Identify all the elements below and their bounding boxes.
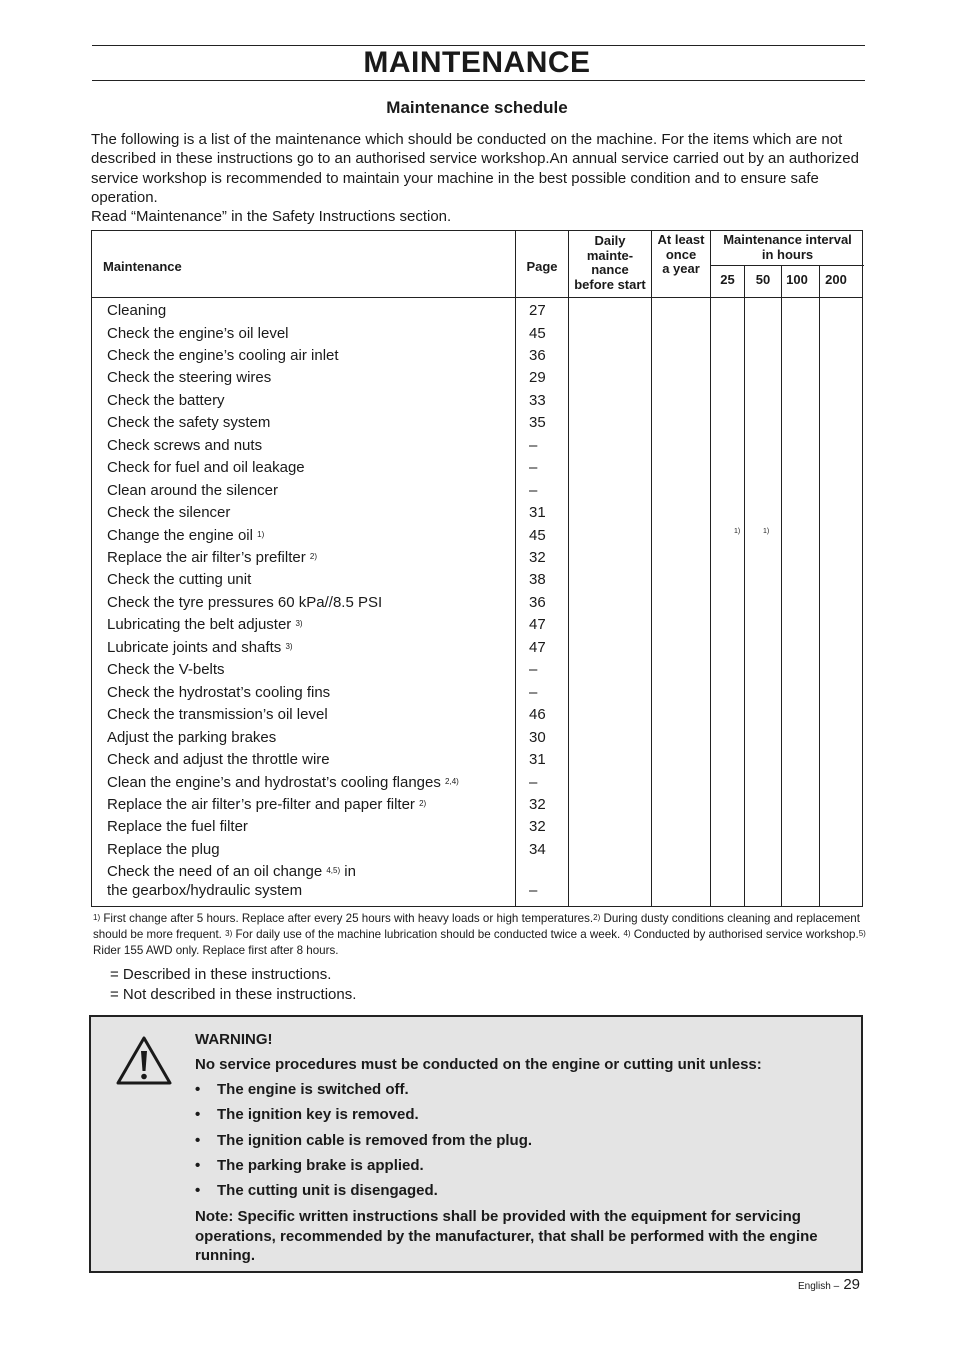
table-row-page: – <box>529 481 538 499</box>
table-row-page: 29 <box>529 369 546 387</box>
row-label: Check the V-belts <box>107 661 225 679</box>
table-row-name <box>107 639 293 657</box>
warning-note: Note: Specific written instructions shall be provided with the equipment for servicing operations, recommended by the manufacturer, that shall be performed with the engine running. <box>195 1208 818 1264</box>
table-row-page: – <box>529 661 538 679</box>
header-interval-line: in hours <box>761 246 814 262</box>
header-yearly <box>652 233 710 277</box>
col-divider-daily <box>568 231 569 906</box>
table-row-page: 45 <box>529 324 546 342</box>
row-label: Clean around the silencer <box>107 481 278 499</box>
footnotes <box>93 911 868 959</box>
header-yearly-line: At least <box>657 232 705 247</box>
page-footer <box>798 1276 860 1293</box>
legend-described: = Described in these instructions. <box>110 966 332 983</box>
footnote-ref: 1) <box>257 529 265 539</box>
header-yearly-line: a year <box>662 261 700 277</box>
warning-bullet-item <box>195 1132 532 1149</box>
footnote-text: Conducted by authorised service workshop. <box>630 928 859 941</box>
row-label: Replace the air filter’s pre-filter and paper filter <box>107 795 415 813</box>
table-row-page: 27 <box>529 302 546 319</box>
footnote-text: For daily use of the machine lubrication should be conducted twice a week. <box>232 928 624 941</box>
table-row-name <box>107 594 382 612</box>
table-row-page: 47 <box>529 616 546 634</box>
warning-triangle-icon <box>115 1035 173 1087</box>
intro-read-note: Read “Maintenance” in the Safety Instructions section. <box>91 208 452 226</box>
header-25h: 25 <box>720 272 735 287</box>
header-daily-line: Daily <box>594 233 626 248</box>
row-label: Replace the air filter’s prefilter <box>107 548 306 566</box>
footnote-ref: 3) <box>295 619 303 629</box>
footnote-ref: 2) <box>419 798 427 808</box>
row-label: Replace the fuel filter <box>107 818 248 836</box>
table-row-page: 36 <box>529 346 546 364</box>
table-row-name <box>107 684 330 702</box>
table-row-page: – <box>529 773 538 791</box>
row-label: Check the safety system <box>107 414 271 432</box>
footnote-text: During dusty conditions cleaning and replacement should be more frequent. <box>93 912 860 941</box>
col-divider-interval <box>710 231 711 906</box>
bullet-dot-icon: • <box>195 1081 201 1098</box>
table-row-page: 47 <box>529 638 546 656</box>
warning-bullet-text: The cutting unit is disengaged. <box>217 1182 438 1199</box>
header-interval <box>711 233 864 262</box>
header-daily <box>569 234 651 292</box>
table-row-name <box>107 774 459 792</box>
footnote-ref: 4,5) <box>326 866 341 875</box>
col-divider-year <box>651 231 652 906</box>
table-row-name <box>107 527 264 545</box>
row-label: Change the engine oil <box>107 526 253 544</box>
header-200h: 200 <box>825 272 847 287</box>
table-row-name: the gearbox/hydraulic system <box>107 882 303 899</box>
header-daily-line: nance <box>591 262 629 278</box>
footnote-ref: 2,4) <box>445 776 459 786</box>
table-row-name <box>107 325 289 343</box>
table-row-page: 32 <box>529 818 546 836</box>
footnote-text: Rider 155 AWD only. Replace first after 8 hours. <box>93 944 339 957</box>
header-daily-line: before start <box>574 276 646 292</box>
row-label: Check screws and nuts <box>107 436 263 454</box>
table-row-name <box>107 818 248 836</box>
row-label: Check and adjust the throttle wire <box>107 751 330 768</box>
table-row-page: – <box>529 683 538 701</box>
col-divider-50 <box>744 265 745 906</box>
table-row-name <box>107 302 166 320</box>
footnote-ref: 4) <box>623 929 631 938</box>
table-row-name <box>107 549 317 567</box>
table-row-name <box>107 437 262 455</box>
warning-bullet-item <box>195 1157 424 1174</box>
footnote-ref: 1) <box>93 913 101 922</box>
table-row-page: 32 <box>529 795 546 813</box>
row-label: Check the transmission’s oil level <box>107 706 328 724</box>
title-underline <box>92 80 865 81</box>
warning-title: WARNING! <box>195 1031 273 1048</box>
table-row-page: – <box>529 459 538 477</box>
interval-subheader-line <box>711 265 864 266</box>
footnote-ref: 2) <box>309 551 317 561</box>
table-row-page: 32 <box>529 548 546 566</box>
footnote-mark-50h: 1) <box>763 528 770 535</box>
row-label: Lubricating the belt adjuster <box>107 616 292 634</box>
table-row-name <box>107 459 305 477</box>
table-row-page: 46 <box>529 706 546 724</box>
last-row-line1: Check the need of an oil change <box>107 863 323 880</box>
table-row-page: 33 <box>529 391 546 409</box>
row-label: Check for fuel and oil leakage <box>107 459 305 477</box>
row-label: Check the tyre pressures 60 kPa//8.5 PSI <box>107 593 383 611</box>
row-label: Check the engine’s cooling air inlet <box>107 346 339 364</box>
table-row-name <box>107 504 230 522</box>
section-heading: Maintenance schedule <box>386 98 568 117</box>
warning-box <box>89 1015 863 1273</box>
table-row-page: 30 <box>529 728 546 746</box>
warning-bullet-item <box>195 1106 419 1123</box>
table-row-name <box>107 706 328 724</box>
footer-language: English – <box>798 1281 840 1292</box>
table-row-name <box>107 571 251 589</box>
row-label: Replace the plug <box>107 840 220 858</box>
table-row-page: 34 <box>529 840 546 858</box>
last-row-line1-end: in <box>340 863 356 880</box>
warning-lead: No service procedures must be conducted on the engine or cutting unit unless: <box>195 1056 762 1073</box>
maintenance-table <box>91 230 863 907</box>
intro-paragraph: The following is a list of the maintenance which should be conducted on the machine. For the items which are not described in these instructions go to an authorised service workshop.An annual service carried out by an authorized service workshop is recommended to maintain your machine in the best possible condition and to ensure safe operation. <box>91 131 859 206</box>
warning-bullet-text: The parking brake is applied. <box>217 1157 424 1174</box>
bullet-dot-icon: • <box>195 1157 201 1174</box>
header-bottom-line <box>92 297 862 298</box>
col-divider-100 <box>781 265 782 906</box>
header-yearly-line: once <box>665 246 697 262</box>
table-row-name <box>107 414 270 432</box>
row-label: Check the cutting unit <box>107 571 252 589</box>
footnote-text: First change after 5 hours. Replace after every 25 hours with heavy loads or high temperatures. <box>100 912 594 925</box>
table-row-name <box>107 841 220 859</box>
table-row-page: 31 <box>529 751 546 768</box>
row-label: Adjust the parking brakes <box>107 728 277 746</box>
row-label: Check the engine’s oil level <box>107 324 289 342</box>
row-label: Check the hydrostat’s cooling fins <box>107 683 331 701</box>
table-row-page: 36 <box>529 593 546 611</box>
table-row-page: 35 <box>529 414 546 432</box>
page-title: MAINTENANCE <box>363 46 591 79</box>
footnote-ref: 2) <box>593 913 601 922</box>
row-label: Check the battery <box>107 391 225 409</box>
header-maintenance: Maintenance <box>103 259 182 274</box>
footnote-ref: 5) <box>858 929 866 938</box>
table-row-name <box>107 751 330 769</box>
page-number: 29 <box>843 1276 860 1293</box>
table-row-name <box>107 661 225 679</box>
row-label: Check the steering wires <box>107 369 272 387</box>
bullet-dot-icon: • <box>195 1132 201 1149</box>
header-100h: 100 <box>786 272 808 287</box>
row-label: Check the silencer <box>107 504 231 521</box>
footnote-mark-25h: 1) <box>734 528 741 535</box>
bullet-dot-icon: • <box>195 1106 201 1123</box>
warning-bullet-text: The engine is switched off. <box>217 1081 409 1098</box>
col-divider-page <box>515 231 516 906</box>
header-interval-line: Maintenance interval <box>723 232 852 247</box>
table-row-page: 31 <box>529 504 546 521</box>
table-row-name <box>107 796 426 814</box>
warning-bullet-text: The ignition cable is removed from the plug. <box>217 1132 533 1149</box>
header-page: Page <box>526 259 558 274</box>
intro-text <box>91 130 866 226</box>
row-label: Lubricate joints and shafts <box>107 638 282 656</box>
table-row-page: – <box>529 882 538 899</box>
table-row-name <box>107 616 303 634</box>
table-row-page: – <box>529 436 538 454</box>
table-row-name <box>107 729 276 747</box>
row-label: Cleaning <box>107 302 167 319</box>
legend-not-described: = Not described in these instructions. <box>110 986 357 1003</box>
warning-bullet-item <box>195 1081 409 1098</box>
row-label: Clean the engine’s and hydrostat’s cooling flanges <box>107 773 441 791</box>
col-divider-200 <box>819 265 820 906</box>
table-row-page: 38 <box>529 571 546 589</box>
header-50h: 50 <box>755 272 771 287</box>
warning-bullet-item <box>195 1182 438 1199</box>
table-row-page: 45 <box>529 526 546 544</box>
warning-bullet-text: The ignition key is removed. <box>217 1106 419 1123</box>
table-row-name <box>107 347 339 365</box>
footnote-ref: 3) <box>225 929 233 938</box>
footnote-ref: 3) <box>285 641 293 651</box>
table-row-name <box>107 482 278 500</box>
table-row-name <box>107 863 356 881</box>
bullet-dot-icon: • <box>195 1182 201 1199</box>
table-row-name <box>107 369 271 387</box>
header-daily-line: mainte- <box>586 247 634 263</box>
table-row-name <box>107 392 225 410</box>
